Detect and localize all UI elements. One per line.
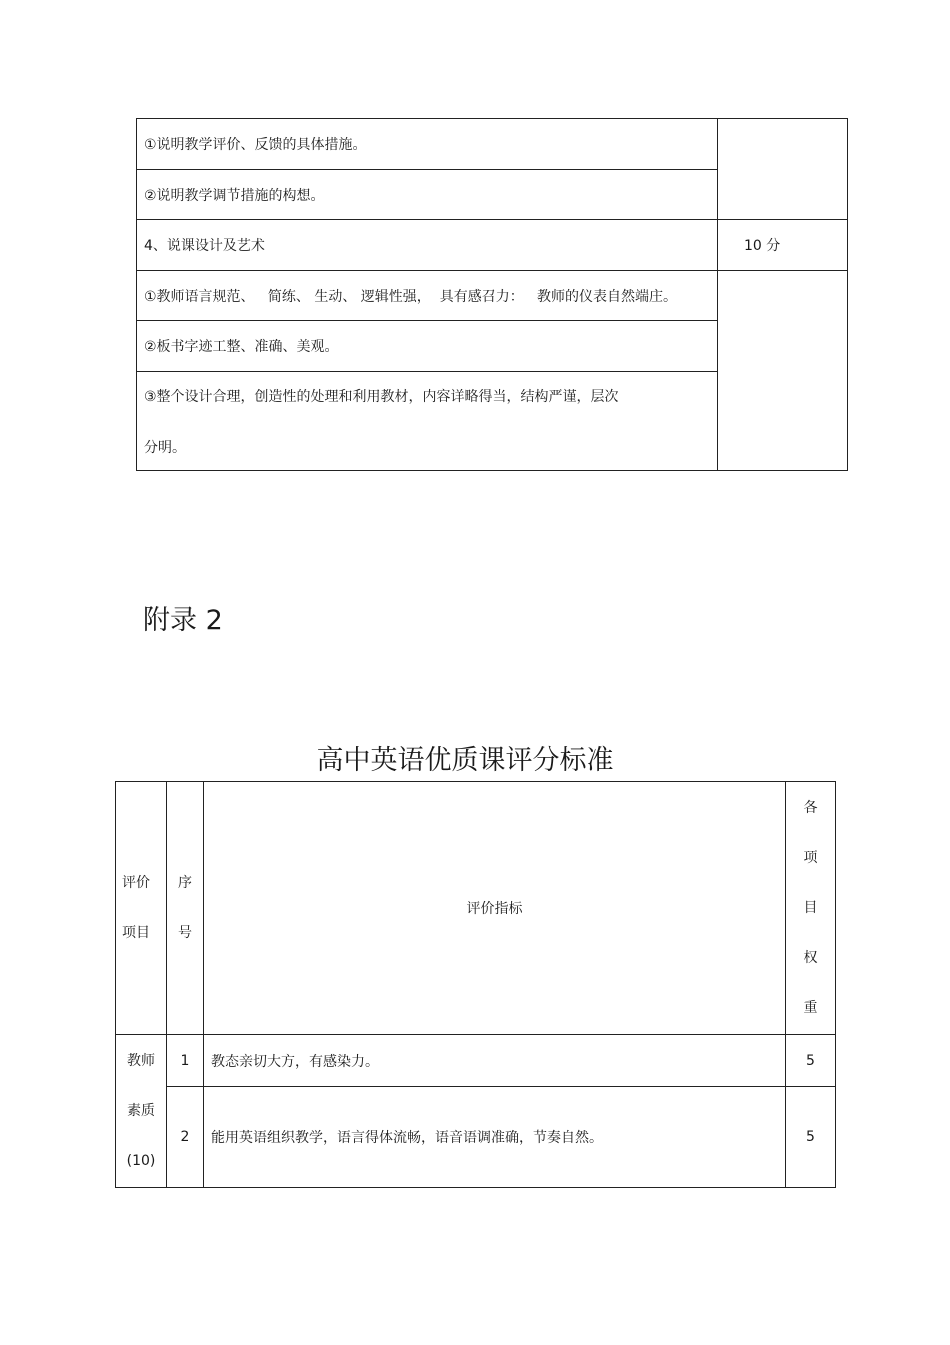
header-sequence (167, 782, 204, 1035)
seq-cell: 1 (167, 1035, 204, 1087)
table-row (116, 1087, 836, 1188)
header-text: 序 (178, 875, 192, 891)
header-text: 目 (803, 900, 818, 916)
criteria-cell: ①说明教学评价、反馈的具体措施。 (137, 119, 718, 170)
indicator-cell: 教态亲切大方，有感染力。 (204, 1035, 786, 1087)
criteria-line: 分明。 (144, 440, 186, 456)
header-text: 权 (803, 950, 818, 966)
weight-cell: 5 (786, 1087, 836, 1188)
table-row (116, 1035, 836, 1087)
group-label-teacher-quality (116, 1035, 167, 1188)
table-row (137, 220, 848, 271)
section-title: 高中英语优质课评分标准 (316, 745, 614, 776)
header-evaluation-item (116, 782, 167, 1035)
section-heading-cell: 4、说课设计及艺术 (137, 220, 718, 271)
criteria-line: ③整个设计合理，创造性的处理和利用教材，内容详略得当，结构严谨，层次 (144, 389, 619, 405)
evaluation-criteria-table-continued (136, 118, 848, 471)
score-cell-empty (718, 271, 848, 471)
header-text: 重 (803, 1000, 818, 1016)
score-cell: 10 分 (718, 220, 848, 271)
header-text: 评价 (122, 875, 150, 891)
group-text: 素质 (127, 1103, 155, 1119)
score-cell-empty (718, 119, 848, 220)
header-text: 各 (803, 800, 818, 816)
header-indicator: 评价指标 (204, 782, 786, 1035)
header-weight (786, 782, 836, 1035)
header-text: 号 (178, 925, 192, 941)
seq-cell: 2 (167, 1087, 204, 1188)
table-header-row (116, 782, 836, 1035)
weight-cell: 5 (786, 1035, 836, 1087)
criteria-cell: ②板书字迹工整、准确、美观。 (137, 321, 718, 372)
criteria-cell: ②说明教学调节措施的构想。 (137, 170, 718, 220)
criteria-cell: ①教师语言规范、 简练、 生动、 逻辑性强， 具有感召力： 教师的仪表自然端庄。 (137, 271, 718, 321)
appendix-heading: 附录 2 (143, 605, 223, 636)
table-row (137, 271, 848, 321)
indicator-cell: 能用英语组织教学，语言得体流畅，语音语调准确，节奏自然。 (204, 1087, 786, 1188)
criteria-cell-multiline (137, 372, 718, 471)
header-text: 项 (803, 850, 818, 866)
header-text: 项目 (122, 925, 150, 941)
scoring-standard-table (115, 781, 836, 1188)
group-text: (10) (126, 1153, 156, 1169)
group-text: 教师 (127, 1053, 155, 1069)
table-row (137, 119, 848, 170)
